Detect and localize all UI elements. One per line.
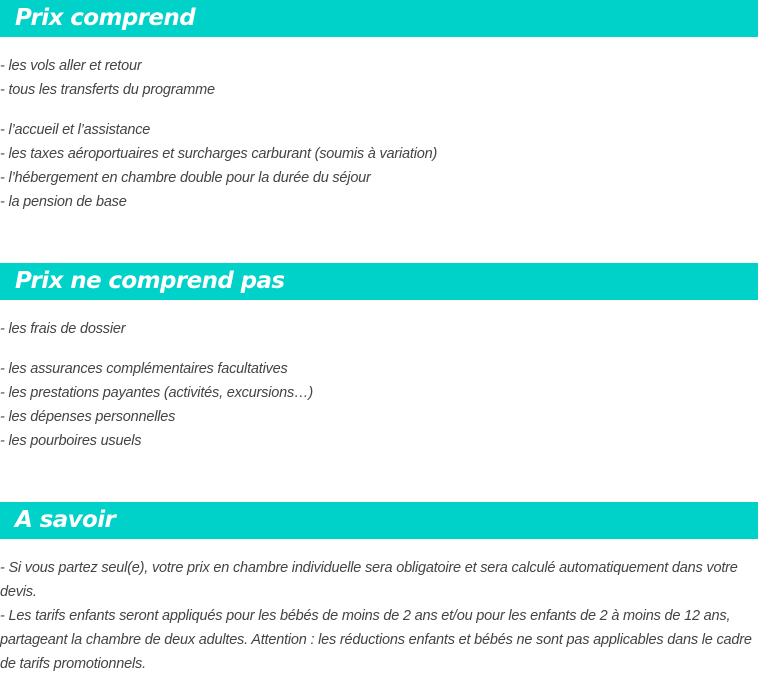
list-item: - l’accueil et l’assistance <box>0 122 151 138</box>
list-item: - les taxes aéroportuaires et surcharges carburant (soumis à variation) <box>0 146 438 162</box>
list-item: - les prestations payantes (activités, excursions…) <box>0 385 313 401</box>
list-item: - les vols aller et retour <box>0 58 142 74</box>
section-title: Prix comprend <box>15 5 196 31</box>
info-paragraph: - Si vous partez seul(e), votre prix en chambre individuelle sera obligatoire et sera calculé automatiquement dans votre devis. <box>0 560 738 600</box>
list-item: - la pension de base <box>0 194 127 210</box>
section-header-a-savoir <box>0 502 758 539</box>
list-item: - les dépenses personnelles <box>0 409 176 425</box>
list-item: - les pourboires usuels <box>0 433 142 449</box>
list-item: - les frais de dossier <box>0 321 126 337</box>
list-item: - l’hébergement en chambre double pour la durée du séjour <box>0 170 371 186</box>
list-item: - les assurances complémentaires facultatives <box>0 361 288 377</box>
info-paragraph: - Les tarifs enfants seront appliqués pour les bébés de moins de 2 ans et/ou pour les enfants de 2 à moins de 12 ans, partageant la chambre de deux adultes. Attention : les réductions enfants et bébés ne sont pas applicables dans le cadre de tarifs promotionnels. <box>0 608 752 672</box>
section-header-prix-comprend <box>0 0 758 37</box>
section-title: A savoir <box>15 507 116 533</box>
section-title: Prix ne comprend pas <box>15 268 285 294</box>
list-item: - tous les transferts du programme <box>0 82 215 98</box>
section-header-prix-ne-comprend-pas <box>0 263 758 300</box>
